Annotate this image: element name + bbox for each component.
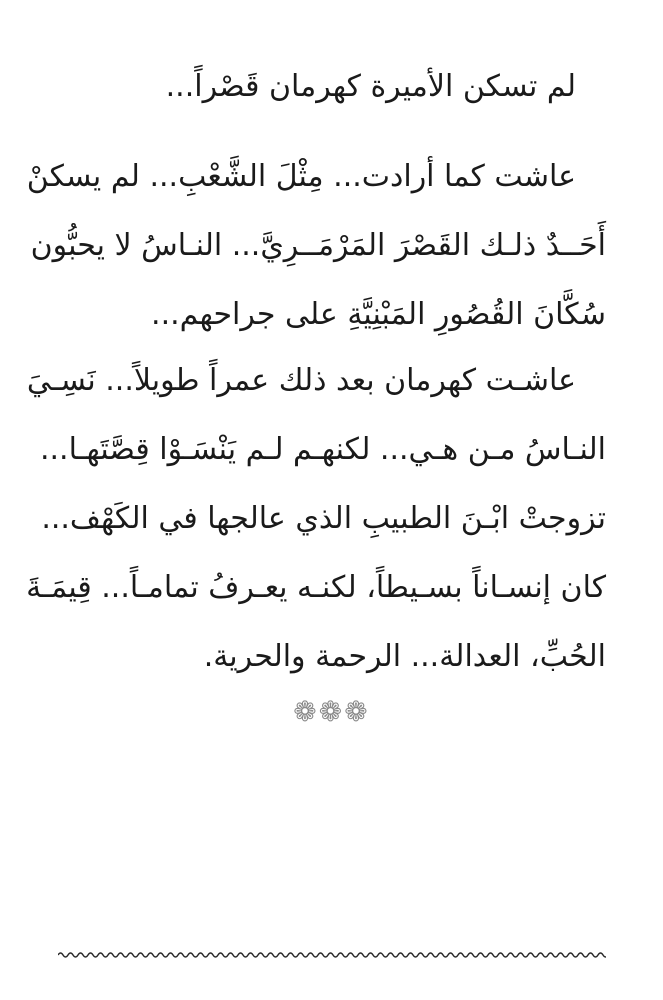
paragraph-line: لم تسكن الأميرة كهرمان قَصْراً... <box>165 69 576 104</box>
paragraph-line: النـاسُ مـن هـي... لكنهـم لـم يَنْسَـوْا قِصَّتَهـا... <box>39 432 606 467</box>
section-break-ornament: ❁❁❁ <box>293 695 370 728</box>
paragraph-line: كان إنسـاناً بسـيطاً، لكنـه يعـرفُ تمامـاً... قِيمَـةَ <box>26 570 606 605</box>
paragraph-line: الحُبِّ، العدالة... الرحمة والحرية. <box>203 639 606 674</box>
paragraph-line: تزوجتْ ابْـنَ الطبيبِ الذي عالجها في الكَهْف... <box>41 501 606 536</box>
wavy-footer-rule <box>58 948 606 962</box>
paragraph-1 <box>58 52 606 121</box>
paragraph-2 <box>26 142 606 349</box>
paragraph-line: عاشـت كهرمان بعد ذلك عمراً طويلاً... نَسِـيَ <box>26 363 576 398</box>
paragraph-line: أَحَــدٌ ذلـك القَصْرَ المَرْمَــرِيَّ... النـاسُ لا يحبُّون <box>30 228 606 263</box>
paragraph-3 <box>26 346 606 691</box>
paragraph-line: عاشت كما أرادت... مِثْلَ الشَّعْبِ... لم يسكنْ <box>26 159 576 194</box>
paragraph-line: سُكَّانَ القُصُورِ المَبْنِيَّةِ على جراحهم... <box>151 297 606 332</box>
